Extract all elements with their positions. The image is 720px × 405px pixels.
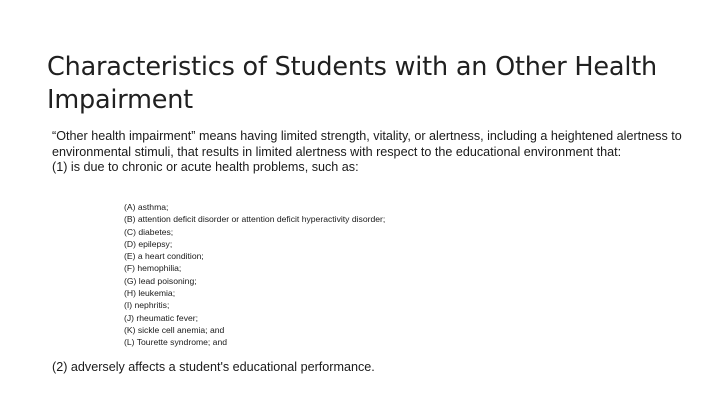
list-item: (I) nephritis; (124, 300, 170, 311)
list-item: (B) attention deficit disorder or attention deficit hyperactivity disorder; (124, 214, 386, 225)
conditions-list (124, 201, 544, 349)
list-item: (G) lead poisoning; (124, 275, 197, 286)
list-item: (J) rheumatic fever; (124, 312, 199, 323)
list-item: (E) a heart condition; (124, 251, 204, 262)
list-item: (D) epilepsy; (124, 238, 173, 249)
clause-2-text: (2) adversely affects a student's educational performance. (52, 360, 375, 374)
list-item: (K) sickle cell anemia; and (124, 324, 225, 335)
slide-title: Characteristics of Students with an Other Health Impairment (47, 52, 657, 115)
list-item: (F) hemophilia; (124, 263, 182, 274)
list-item: (A) asthma; (124, 202, 169, 212)
definition-text: “Other health impairment” means having limited strength, vitality, or alertness, including a heightened alertness to environmental stimuli, that results in limited alertness with respect to the educational environment that: (52, 129, 682, 159)
clause-1-text: (1) is due to chronic or acute health problems, such as: (52, 160, 359, 174)
list-item: (H) leukemia; (124, 288, 176, 299)
definition-block (52, 129, 692, 176)
list-item: (C) diabetes; (124, 226, 174, 237)
list-item: (L) Tourette syndrome; and (124, 337, 228, 348)
